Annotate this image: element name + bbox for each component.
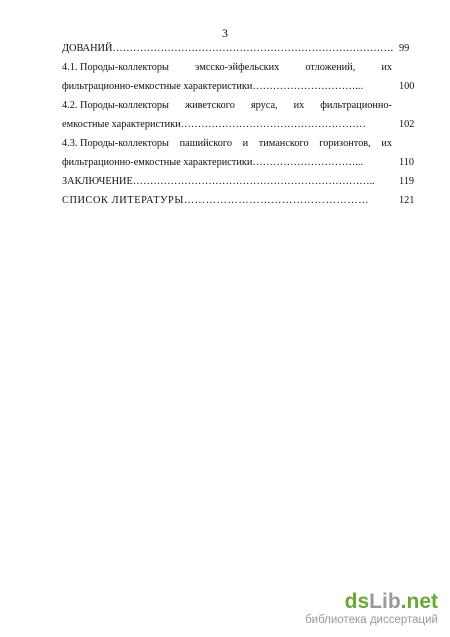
page-number: 3 [222, 26, 228, 40]
toc-word: живетского [184, 100, 235, 111]
toc-entry-text: СПИСОК ЛИТЕРАТУРЫ…………………………………………… [62, 195, 370, 206]
toc-entry-page: 121 [399, 195, 415, 206]
toc-word: и [242, 138, 249, 149]
toc-entry-page: 110 [399, 157, 415, 168]
toc-entry-page: 119 [399, 176, 415, 187]
toc-entry-4-2-heading [62, 100, 392, 111]
toc-word: яруса, [250, 100, 278, 111]
toc-entry-text: фильтрационно-емкостные характеристики…………………………... [62, 157, 364, 168]
watermark-wordmark: dsLib.net [344, 590, 438, 613]
toc-word: их [381, 62, 392, 73]
toc-entry-page: 102 [399, 119, 415, 130]
toc-word: их [293, 100, 305, 111]
toc-word: тиманского [258, 138, 309, 149]
toc-word: 4.3. Породы-коллекторы [62, 138, 169, 149]
toc-entry-text: ЗАКЛЮЧЕНИЕ…………………………………………………………….. [62, 176, 375, 187]
toc-entry-4-3-heading [62, 138, 392, 149]
toc-word: эмсско-эйфельских [195, 62, 280, 73]
watermark-logo [248, 591, 438, 627]
toc-word: отложений, [305, 62, 356, 73]
toc-word: горизонтов, [319, 138, 371, 149]
toc-entry-text: ДОВАНИЙ………………………………………………………………………. [62, 43, 394, 54]
toc-entry-page: 99 [399, 43, 410, 54]
toc-word: 4.1. Породы-коллекторы [62, 62, 169, 73]
toc-entry-page: 100 [399, 81, 415, 92]
watermark-subtitle: библиотека диссертаций [305, 614, 438, 626]
toc-entry-text: емкостные характеристики……………………………………………… [62, 119, 366, 130]
toc-entry-text: фильтрационно-емкостные характеристики…………………………... [62, 81, 364, 92]
toc-word: фильтрационно- [320, 100, 392, 111]
toc-word: их [381, 138, 392, 149]
toc-word: 4.2. Породы-коллекторы [62, 100, 169, 111]
toc-word: пашийского [179, 138, 232, 149]
toc-entry-4-1-heading [62, 62, 392, 73]
